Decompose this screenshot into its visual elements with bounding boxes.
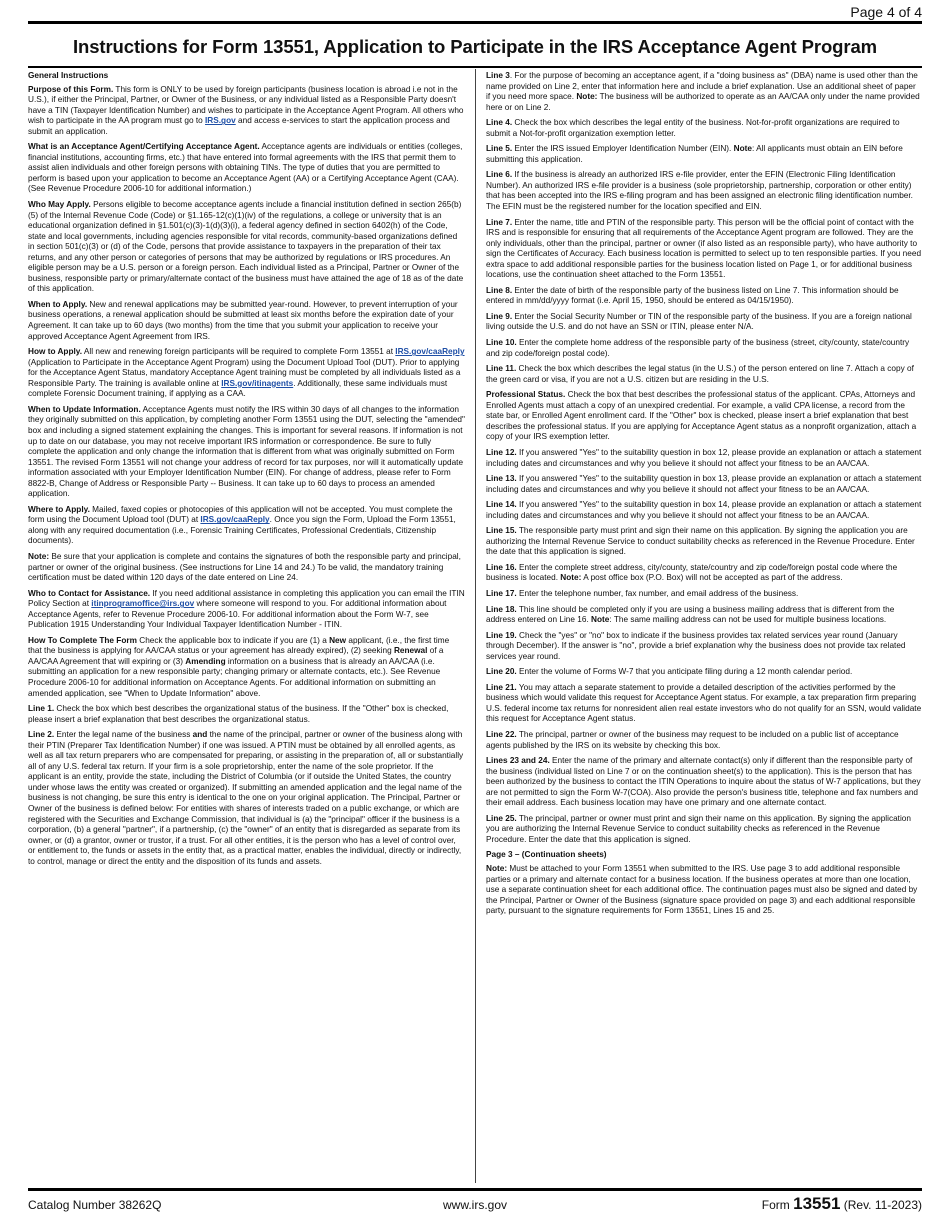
purpose-text-2: and access e-services to start the application process and submit an application. [28, 116, 450, 136]
purpose-text: This form is ONLY to be used by foreign participants (business location is abroad i.e not in the U.S.), if either the Principal, Partner, or Owner of the Business, or any individual listed as a Responsible Party doesn't have a TIN (Taxpayer Identification Number) and wishes to participate in the Acceptance Agent Program. All others who wish to participate in the AA program must go to [28, 84, 464, 126]
line-12-heading: Line 12. [486, 447, 517, 457]
itin-agents-link[interactable]: IRS.gov/itinagents [221, 378, 294, 388]
line-8-text: Enter the date of birth of the responsible party of the business listed on Line 7. This information should be entered in mm/dd/yyyy format (i.e. April 15, 1950, should be entered as 04/15/1950). [486, 285, 899, 306]
lines-23-24-section [486, 756, 922, 809]
how-to-apply-text: All new and renewing foreign participants will be required to complete Form 13551 at [82, 347, 396, 357]
line-17-heading: Line 17. [486, 588, 517, 598]
line-21-text: You may attach a separate statement to provide a detailed description of the activities performed by the business which would validate this request for Acceptance Agent status. For example, a tax preparation firm preparing U.S. federal income tax returns for nonresident alien real estate investors who do not qualify for an SSN, would validate this request for Acceptance Agent status. [486, 682, 922, 724]
who-may-apply-section [28, 200, 465, 295]
line-8-heading: Line 8. [486, 285, 513, 295]
line-2-section [28, 730, 465, 867]
website: www.irs.gov [442, 1198, 507, 1212]
line-15-heading: Line 15. [486, 526, 517, 536]
what-is-section [28, 142, 465, 195]
note-section [28, 552, 465, 584]
where-to-apply-heading: Where to Apply. [28, 504, 90, 514]
contact-text-2: where someone will respond to you. For additional information about Acceptance Agents, refer to Revenue Procedure 2006-10. For additional information about the Form W-7, see Publication 1915 Understanding Your Individual Taxpayer Identification Number - ITIN. [28, 599, 447, 630]
line-15-text: The responsible party must print and sign their name on this application. By signing the application you are authorizing the Internal Revenue Service to conduct suitability checks as referenced in the Revenue Procedure. Enter the date that this application is signed. [486, 526, 915, 557]
line-19-section [486, 631, 922, 663]
how-to-apply-text-2: (Application to Participate in the Acceptance Agent Program) using the Document Upload Tool (DUT). Prior to applying for the Acceptance Agent Status, mandatory Acceptance Agent training must be completed by all individuals listed as a Responsible Party. The training is available online at [28, 357, 461, 388]
line-19-heading: Line 19. [486, 630, 517, 640]
contact-heading: Who to Contact for Assistance. [28, 588, 151, 598]
line-5-heading: Line 5. [486, 144, 513, 154]
line-3-text-2: The business will be authorized to operate as an AA/CAA only under the name provided here or on Line 2. [486, 92, 920, 112]
how-to-complete-text-3: of a AA/CAA Agreement that will expiring or (3) [28, 646, 444, 666]
line-1-text: Check the box which best describes the organizational status of the business. If the "Other" box is checked, please insert a brief explanation that best describes the organizational status. [28, 704, 449, 724]
note-heading: Note: [28, 551, 50, 561]
line-5-note: Note [733, 144, 752, 154]
line-21-heading: Line 21. [486, 682, 517, 692]
who-may-apply-heading: Who May Apply. [28, 200, 91, 210]
purpose-section [28, 85, 465, 138]
line-12-section [486, 448, 922, 469]
lines-23-24-heading: Lines 23 and 24. [486, 756, 550, 766]
line-2-text-2: the name of the principal, partner or owner of the business along with their PTIN (Preparer Tax Identification Number) if one was issued. A PTIN must be obtained by all enrolled agents, as well as all tax return preparers who are compensated for preparing, or assisting in the preparation of, all or substantially all of any U.S. federal tax return. If your firm is a sole proprietorship, enter the name of the sole proprietor. If the applicant is an entity, provide the state, including the District of Columbia (or if outside the United States, the country under whose laws the entity was created or organized). If submitting an amended application and the legal name of the business is not changing, be sure this entry is identical to the one on your original application. The Principal, Partner or Owner of the business is defined below: For entities with shares of interests traded on a public exchange, or which are registered with the Securities and Exchange Commission, that individual is (a) the "principal" officer if the business is a corporation, (b) a general "partner", if a partnership, (c) the "owner" of an entity that is disregarded as separate from its owner, or (d) a grantor, owner or trustor, if a trust. For all other entities, it is the person who has a level of control over, or entitlement to, the funds or assets in the entity that, as a practical matter, enables the individual, directly or indirectly, to control, manage or direct the entity and the disposition of its funds and assets. [28, 730, 464, 866]
line-7-text: Enter the name, title and PTIN of the responsible party. This person will be the official point of contact with the IRS and is responsible for ensuring that all requirements of the Acceptance Agent program are followed. They are the only individuals, other than the principal, partner or owner (if also listed as an responsible party), who have authority to sign the Certificates of Accuracy. Each business location is permitted to select up to ten responsible parties. If you need extra space to add additional responsible parties for the business location listed on Page 1, or for additional business locations, use the continuation sheet attached to the Form 13551. [486, 217, 922, 280]
left-column [28, 71, 465, 872]
line-7-section [486, 218, 922, 281]
and-term: and [192, 730, 208, 740]
professional-status-heading: Professional Status. [486, 390, 566, 400]
line-18-note: Note [591, 615, 610, 625]
line-3-note: Note: [576, 92, 598, 102]
amending-term: Amending [185, 656, 226, 666]
line-18-text: This line should be completed only if you are using a business mailing address that is different from the address entered on Line 16. [486, 604, 895, 625]
contact-section [28, 589, 465, 631]
itin-email-link[interactable]: itinprogramoffice@irs.gov [91, 599, 195, 609]
line-18-section [486, 605, 922, 626]
line-16-note: Note: [560, 573, 582, 583]
page-3-note: Note: [486, 864, 508, 873]
when-to-apply-text: New and renewal applications may be submitted year-round. However, to prevent interruption of your business operations, a renewal application should be submitted at least six months before the expiration date of your Agreement. It can take up to 60 days (two months) from the time that you submit your application to receive your approved Acceptance Agent Agreement from IRS. [28, 299, 458, 341]
line-4-text: Check the box which describes the legal entity of the business. Not-for-profit organizations are required to submit a Not-for-profit organization exemption letter. [486, 118, 900, 138]
line-25-heading: Line 25. [486, 813, 517, 823]
how-to-complete-heading: How To Complete The Form [28, 635, 137, 645]
how-to-complete-text-2: applicant, (i.e., the first time that the business is applying for AA/CAA status or your agreement has already expired), (2) seeking [28, 635, 450, 656]
line-18-heading: Line 18. [486, 604, 517, 614]
line-6-heading: Line 6. [486, 170, 513, 180]
lines-23-24-text: Enter the name of the primary and alternate contact(s) only if different than the responsible party of the business (individual listed on Line 7 or on the continuation sheet(s) to the application). This is the person that has been authorized by the business to contact the ITIN Operations to inquire about the status of W-7 applications, but they are not permitted to sign the Form W-7(COA). Also provide the person's business title, telephone and fax numbers and their email address. Each business location may have one primary and one alternate contact. [486, 756, 921, 808]
line-2-heading: Line 2. [28, 730, 55, 740]
form-identifier [762, 1194, 922, 1214]
line-11-heading: Line 11. [486, 364, 517, 374]
line-3-section [486, 71, 922, 113]
line-8-section [486, 286, 922, 307]
form-revision: (Rev. 11-2023) [840, 1198, 922, 1212]
professional-status-section [486, 390, 922, 443]
how-to-apply-heading: How to Apply. [28, 347, 83, 357]
line-25-section [486, 814, 922, 846]
line-16-heading: Line 16. [486, 562, 517, 572]
line-9-heading: Line 9. [486, 311, 513, 321]
line-14-heading: Line 14. [486, 500, 517, 510]
line-22-section [486, 730, 922, 751]
line-22-text: The principal, partner or owner of the business may request to be included on a public list of acceptance agents published by the IRS on its website by checking this box. [486, 729, 899, 750]
update-info-section [28, 405, 465, 500]
title-rule [28, 66, 922, 68]
line-7-heading: Line 7. [486, 217, 513, 227]
line-1-section [28, 704, 465, 725]
line-20-heading: Line 20. [486, 667, 517, 677]
line-3-text: . For the purpose of becoming an acceptance agent, if a "doing business as" (DBA) name is used other than the name provided on Line 2, enter that information here and include a brief explanation. Use an additional sheet of paper if you need more space. [486, 71, 918, 102]
new-term: New [329, 635, 347, 645]
form-word: Form [761, 1198, 794, 1212]
line-5-text: Enter the IRS issued Employer Identification Number (EIN). [512, 144, 734, 154]
update-info-text: Acceptance Agents must notify the IRS within 30 days of all changes to the information they originally submitted on this application, by completing another Form 13551 using the DUT, selecting the "amended" box and including a signed statement explaining the changes. This is important for several reasons. If information is not up to date on our database, you may not receive important IRS information or correspondence. Be sure to fully complete the application and only change the information that is different from what was originally submitted on Form 13551. The revised Form 13551 will not change your address of record for tax purposes, nor will it automatically update information associated with your Employer Identification Number (EIN). For change of address, please refer to Form 8822-B, Change of Address or Responsible Party -- Business. It can take up to 60 days to process an amended application. [28, 404, 465, 499]
when-to-apply-heading: When to Apply. [28, 299, 88, 309]
line-14-section [486, 500, 922, 521]
irs-gov-link[interactable]: IRS.gov [205, 116, 236, 126]
line-10-text: Enter the complete home address of the responsible party of the business (street, city/county, state/country and zip code/foreign postal code). [486, 338, 910, 358]
line-13-heading: Line 13. [486, 474, 517, 484]
line-9-section [486, 312, 922, 333]
form-number: 13551 [793, 1194, 841, 1213]
line-11-text: Check the box which describes the legal status (in the U.S.) of the person entered on line 7. Attach a copy of the green card or visa, if you are not a U.S. citizen but are residing in the U.S. [486, 364, 914, 384]
what-is-heading: What is an Acceptance Agent/Certifying Acceptance Agent. [28, 142, 260, 152]
how-to-apply-section [28, 347, 465, 400]
line-14-text: If you answered "Yes" to the suitability question in box 14, please provide an explanation or attach a statement including dates and circumstances and why you believe it should not affect your fitness to be an AA/CAA. [486, 500, 922, 520]
line-20-section [486, 667, 922, 678]
page-number: Page 4 of 4 [850, 4, 922, 20]
line-16-text-2: A post office box (P.O. Box) will not be accepted as part of the address. [581, 573, 843, 583]
bottom-rule [28, 1188, 922, 1191]
line-6-section [486, 170, 922, 212]
line-17-text: Enter the telephone number, fax number, and email address of the business. [516, 588, 799, 598]
line-10-heading: Line 10. [486, 338, 517, 348]
where-to-apply-text: Mailed, faxed copies or photocopies of this application will not be accepted. You must complete the form using the Document Upload tool (DUT) at [28, 504, 453, 525]
how-to-complete-section [28, 636, 465, 699]
line-13-text: If you answered "Yes" to the suitability question in box 13, please provide an explanation or attach a statement including dates and circumstances and why you believe it should not affect your fitness to be an AA/CAA. [486, 474, 922, 494]
line-16-text: Enter the complete street address, city/county, state/country and zip code/foreign postal code where the business is located. [486, 562, 898, 583]
line-22-heading: Line 22. [486, 729, 517, 739]
line-16-section [486, 563, 922, 584]
page-3-heading: Page 3 – (Continuation sheets) [486, 850, 607, 860]
top-rule [28, 21, 922, 24]
line-5-text-2: : All applicants must obtain an EIN before submitting this application. [486, 144, 903, 164]
line-4-heading: Line 4. [486, 118, 513, 128]
who-may-apply-text: Persons eligible to become acceptance agents include a financial institution defined in section 265(b)(5) of the Internal Revenue Code (Code) or §1.165-12(c)(1)(iv) of the regulations, a college or university that is an educational organization defined in §1.501(c)(3)-1(d)(3)(i), a federal agency defined in section 6402(h) of the Code, state and local governments, including agencies responsible for vital records, community-based organizations defined in section 501(c)(3) or (d) of the Code, persons that provide assistance to taxpayers in the preparation of their tax returns, and any other person or categories of persons that may be authorized by regulations or IRS procedures. An eligible person may be a U.S. person or a foreign person. Each individual listed as a Principal, Partner or Owner of the business, responsible party or primary/alternate contact of the business must have attained the age of 18 as of the date of this application. [28, 200, 464, 294]
caa-reply-link-2[interactable]: IRS.gov/caaReply [200, 515, 270, 525]
general-instructions-heading: General Instructions [28, 71, 109, 80]
line-18-text-2: : The same mailing address can not be used for multiple business locations. [609, 615, 887, 625]
line-6-text: If the business is already an authorized IRS e-file provider, enter the EFIN (Electronic Filing Identification Number). An authorized IRS e-file provider is a business (sole proprietorship, partnership, corporation or other entity) that has been accepted into the IRS e-filing program and has been assigned an electronic filing identification number. The EFIN must be the registered number for the location specified and EIN. [486, 170, 913, 212]
when-to-apply-section [28, 300, 465, 342]
caa-reply-link[interactable]: IRS.gov/caaReply [395, 347, 465, 357]
line-25-text: The principal, partner or owner must print and sign their name on this application. By signing the application you are authorizing the Internal Revenue Service to conduct suitability checks as referenced in the Revenue Procedure. Enter the date that this application is signed. [486, 813, 911, 844]
line-10-section [486, 338, 922, 359]
how-to-complete-text-4: information on a business that is already an AA/CAA (i.e. submitting an application for a new responsible party; changing primary or alternate contacts, etc.). See Revenue Procedure 2006-10 for additional information on Acceptance Agents. For additional information on submitting an amended application, see "When to Update Information" above. [28, 656, 441, 698]
page-title: Instructions for Form 13551, Application to Participate in the IRS Acceptance Agent Program [72, 36, 878, 57]
line-13-section [486, 474, 922, 495]
line-2-text: Enter the legal name of the business [54, 730, 193, 740]
line-11-section [486, 364, 922, 385]
how-to-apply-text-3: . Additionally, these same individuals must complete Forensic Document training, if applying as a CAA. [28, 378, 448, 399]
line-21-section [486, 683, 922, 725]
line-1-heading: Line 1. [28, 704, 55, 714]
line-4-section [486, 118, 922, 139]
line-5-section [486, 144, 922, 165]
catalog-number: Catalog Number 38262Q [28, 1198, 162, 1212]
where-to-apply-section [28, 505, 465, 547]
line-17-section [486, 589, 922, 600]
professional-status-text: Check the box that best describes the professional status of the applicant. CPAs, Attorneys and Enrolled Agents must attach a copy of an unexpired credential. For example, a valid CPA license, a record from the state bar, or Enrolled Agent enrollment card. If the "Other" box is checked, please insert a brief explanation that best describes the professional status. If you are applying for Acceptance Agent status as a nonprofit organization, attach a copy of your IRS exemption letter. [486, 390, 917, 442]
line-20-text: Enter the volume of Forms W-7 that you anticipate filing during a 12 month calendar period. [516, 667, 853, 677]
line-19-text: Check the "yes" or "no" box to indicate if the business provides tax related services year round (January through December). If the answer is "no", provide a brief explanation why the business does not provide tax related services year round. [486, 630, 906, 661]
how-to-complete-text: Check the applicable box to indicate if you are (1) a [136, 635, 330, 645]
column-divider [475, 69, 476, 1183]
right-column [486, 71, 922, 922]
line-9-text: Enter the Social Security Number or TIN of the responsible party of the business. If you are a foreign national living outside the U.S. and do not have an SSN or ITIN, please enter N/A. [486, 311, 912, 332]
line-12-text: If you answered "Yes" to the suitability question in box 12, please provide an explanation or attach a statement including dates and circumstances and why you believe it should not affect your fitness to be an AA/CAA. [486, 447, 922, 468]
where-to-apply-text-2: . Once you sign the Form, Upload the Form 13551, along with any required documentation (i.e., Forensic Training Certificates, Professional Credentials, Citizenship documents). [28, 515, 456, 546]
line-15-section [486, 526, 922, 558]
line-3-heading: Line 3 [486, 71, 510, 80]
update-info-heading: When to Update Information. [28, 404, 141, 414]
purpose-heading: Purpose of this Form. [28, 84, 114, 94]
page-3-note-section [486, 864, 922, 917]
what-is-text: Acceptance agents are individuals or entities (colleges, financial institutions, accounting firms, etc.) that have entered into formal agreements with the IRS that permit them to assist alien individuals and other foreign persons with obtaining TINs. The type of duties that you are permitted to perform is based upon your application to become an Acceptance Agent (AA) or a Certifying Acceptance Agent (CAA). (See Revenue Procedure 2006-10 for additional information.) [28, 142, 463, 194]
page-3-text: Must be attached to your Form 13551 when submitted to the IRS. Use page 3 to add additional responsible parties or a primary and alternate contact for a business location. If the business operates at more than one location, use a separate continuation sheet for each additional office. The continuation pages must also be signed and dated by the Principal, Partner or Owner of the Business (signature space provided on page 3) and each additional responsible party, pursuant to the signature requirements for Form 13551, Lines 15 and 25. [486, 864, 918, 916]
contact-text: If you need additional assistance in completing this application you can email the ITIN Policy Section at [28, 588, 465, 609]
renewal-term: Renewal [393, 646, 428, 656]
note-text: Be sure that your application is complete and contains the signatures of both the responsible party and principal, partner or owner of the original business. (See instructions for Line 14 and 24.) To be valid, the mandatory training certification must be dated within 120 days of the date entered on Line 24. [28, 551, 461, 583]
